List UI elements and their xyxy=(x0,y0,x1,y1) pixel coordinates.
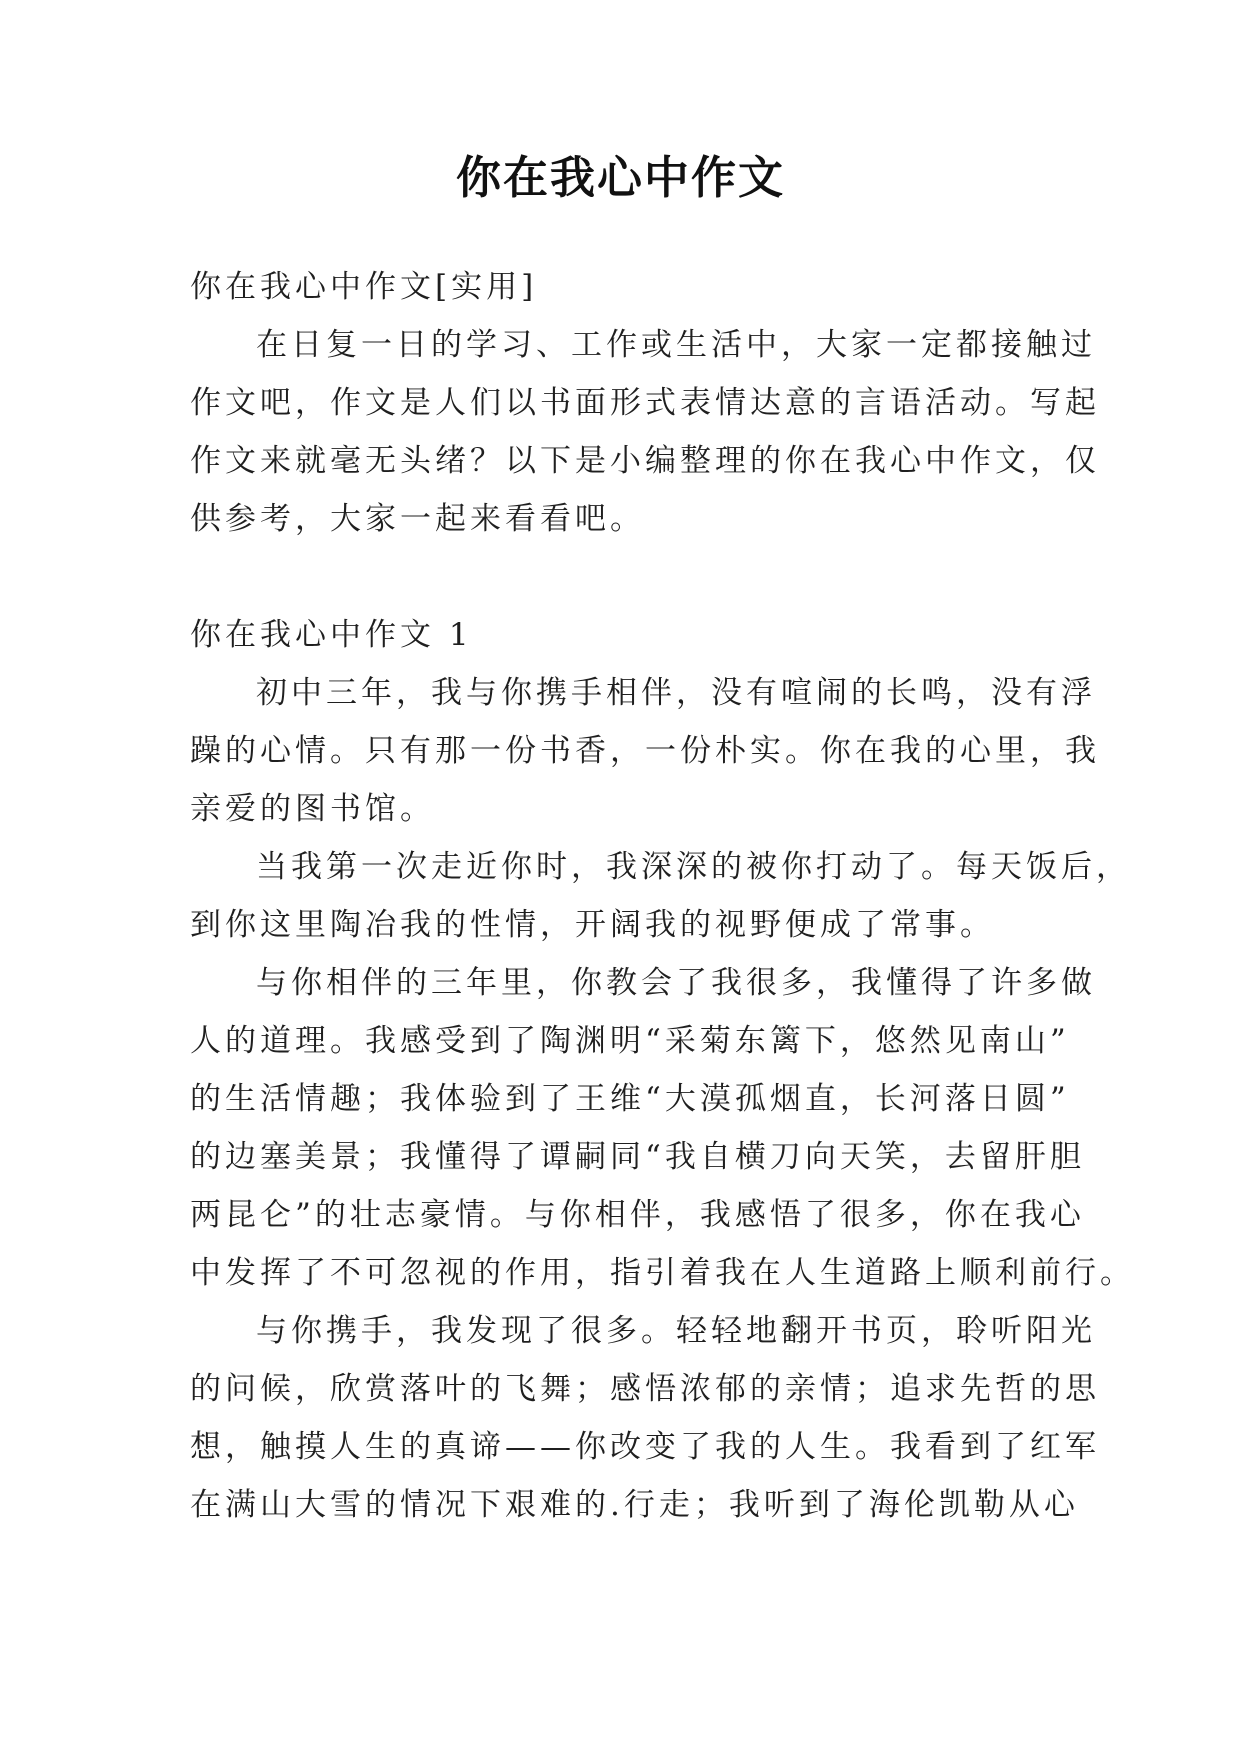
text-line: 初中三年，我与你携手相伴，没有喧闹的长鸣，没有浮 xyxy=(256,675,1096,711)
text-line: 两昆仑”的壮志豪情。与你相伴，我感悟了很多，你在我心 xyxy=(190,1197,1085,1233)
text-line: 中发挥了不可忽视的作用，指引着我在人生道路上顺利前行。 xyxy=(190,1255,1135,1291)
text-line: 躁的心情。只有那一份书香，一份朴实。你在我的心里，我 xyxy=(190,733,1100,769)
text-line: 作文吧，作文是人们以书面形式表情达意的言语活动。写起 xyxy=(190,385,1100,421)
text-line: 想，触摸人生的真谛——你改变了我的人生。我看到了红军 xyxy=(190,1429,1100,1465)
paragraph-spacer xyxy=(190,548,1058,606)
text-line: 的边塞美景；我懂得了谭嗣同“我自横刀向天笑，去留肝胆 xyxy=(190,1139,1085,1175)
text-line: 到你这里陶冶我的性情，开阔我的视野便成了常事。 xyxy=(190,907,995,943)
text-line: 供参考，大家一起来看看吧。 xyxy=(190,501,645,537)
text-line: 作文来就毫无头绪？以下是小编整理的你在我心中作文，仅 xyxy=(190,443,1100,479)
text-line: 的生活情趣；我体验到了王维“大漠孤烟直，长河落日圆” xyxy=(190,1081,1070,1117)
document-body xyxy=(190,258,1135,1534)
text-line: 的问候，欣赏落叶的飞舞；感悟浓郁的亲情；追求先哲的思 xyxy=(190,1371,1100,1407)
text-line: 亲爱的图书馆。 xyxy=(190,791,435,827)
text-line: 当我第一次走近你时，我深深的被你打动了。每天饭后， xyxy=(256,849,1131,885)
text-line: 与你相伴的三年里，你教会了我很多，我懂得了许多做 xyxy=(256,965,1096,1001)
text-line: 在日复一日的学习、工作或生活中，大家一定都接触过 xyxy=(256,327,1096,363)
text-line: 你在我心中作文 1 xyxy=(190,617,473,653)
text-line: 你在我心中作文[实用] xyxy=(190,269,538,305)
text-line: 与你携手，我发现了很多。轻轻地翻开书页，聆听阳光 xyxy=(256,1313,1096,1349)
text-line: 在满山大雪的情况下艰难的.行走；我听到了海伦凯勒从心 xyxy=(190,1487,1079,1523)
text-line: 人的道理。我感受到了陶渊明“采菊东篱下，悠然见南山” xyxy=(190,1023,1070,1059)
document-title: 你在我心中作文 xyxy=(455,151,785,204)
